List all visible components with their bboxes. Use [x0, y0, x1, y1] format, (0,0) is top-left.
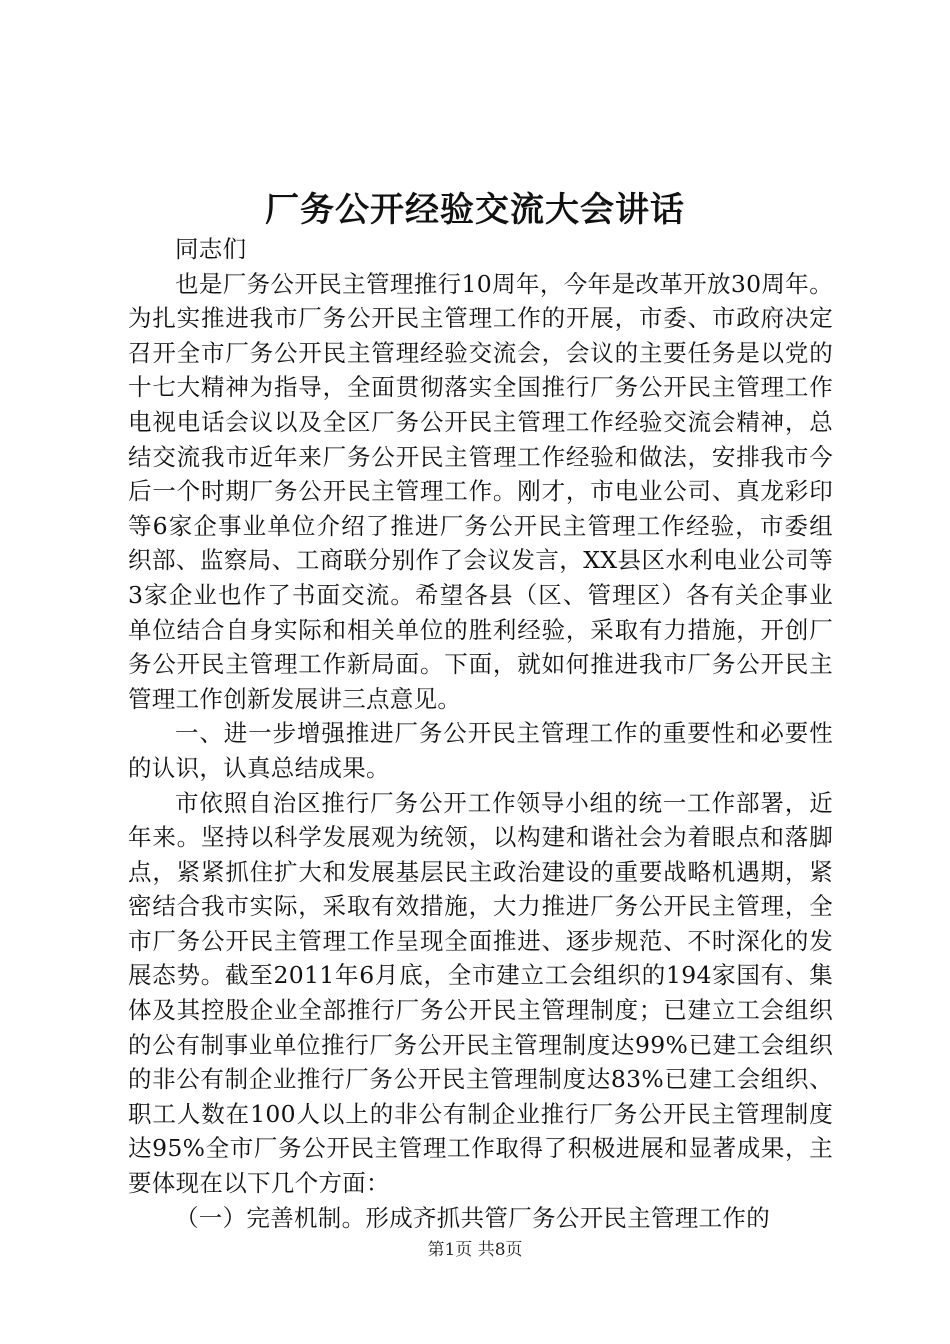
page-number: 第1页 共8页 [427, 1240, 523, 1260]
page-title: 厂务公开经验交流大会讲话 [265, 190, 685, 230]
document-body [128, 232, 833, 1235]
salutation: 同志们 [175, 235, 247, 263]
paragraph-achievements: 市依照自治区推行厂务公开工作领导小组的统一工作部署，近年来。坚持以科学发展观为统领，以构建和谐社会为着眼点和落脚点，紧紧抓住扩大和发展基层民主政治建设的重要战略机遇期，紧密结合我市实际，采取有效措施，大力推进厂务公开民主管理，全市厂务公开民主管理工作呈现全面推进、逐步规范、不时深化的发展态势。截至2011年6月底，全市建立工会组织的194家国有、集体及其控股企业全部推行厂务公开民主管理制度；已建立工会组织的公有制事业单位推行厂务公开民主管理制度达99%已建工会组织的非公有制企业推行厂务公开民主管理制度达83%已建工会组织、职工人数在100人以上的非公有制企业推行厂务公开民主管理制度达95%全市厂务公开民主管理工作取得了积极进展和显著成果，主要体现在以下几个方面： [128, 788, 833, 1198]
section-heading-1: 一、进一步增强推进厂务公开民主管理工作的重要性和必要性的认识，认真总结成果。 [128, 719, 833, 782]
paragraph-intro: 也是厂务公开民主管理推行10周年，今年是改革开放30周年。为扎实推进我市厂务公开民主管理工作的开展，市委、市政府决定召开全市厂务公开民主管理经验交流会，会议的主要任务是以党的十七大精神为指导，全面贯彻落实全国推行厂务公开民主管理工作电视电话会议以及全区厂务公开民主管理工作经验交流会精神，总结交流我市近年来厂务公开民主管理工作经验和做法，安排我市今后一个时期厂务公开民主管理工作。刚才，市电业公司、真龙彩印等6家企事业单位介绍了推进厂务公开民主管理工作经验，市委组织部、监察局、工商联分别作了会议发言，XX县区水利电业公司等3家企业也作了书面交流。希望各县（区、管理区）各有关企事业单位结合自身实际和相关单位的胜利经验，采取有力措施，开创厂务公开民主管理工作新局面。下面，就如何推进我市厂务公开民主管理工作创新发展讲三点意见。 [128, 269, 833, 713]
subsection-heading-1: （一）完善机制。形成齐抓共管厂务公开民主管理工作的 [175, 1203, 770, 1232]
